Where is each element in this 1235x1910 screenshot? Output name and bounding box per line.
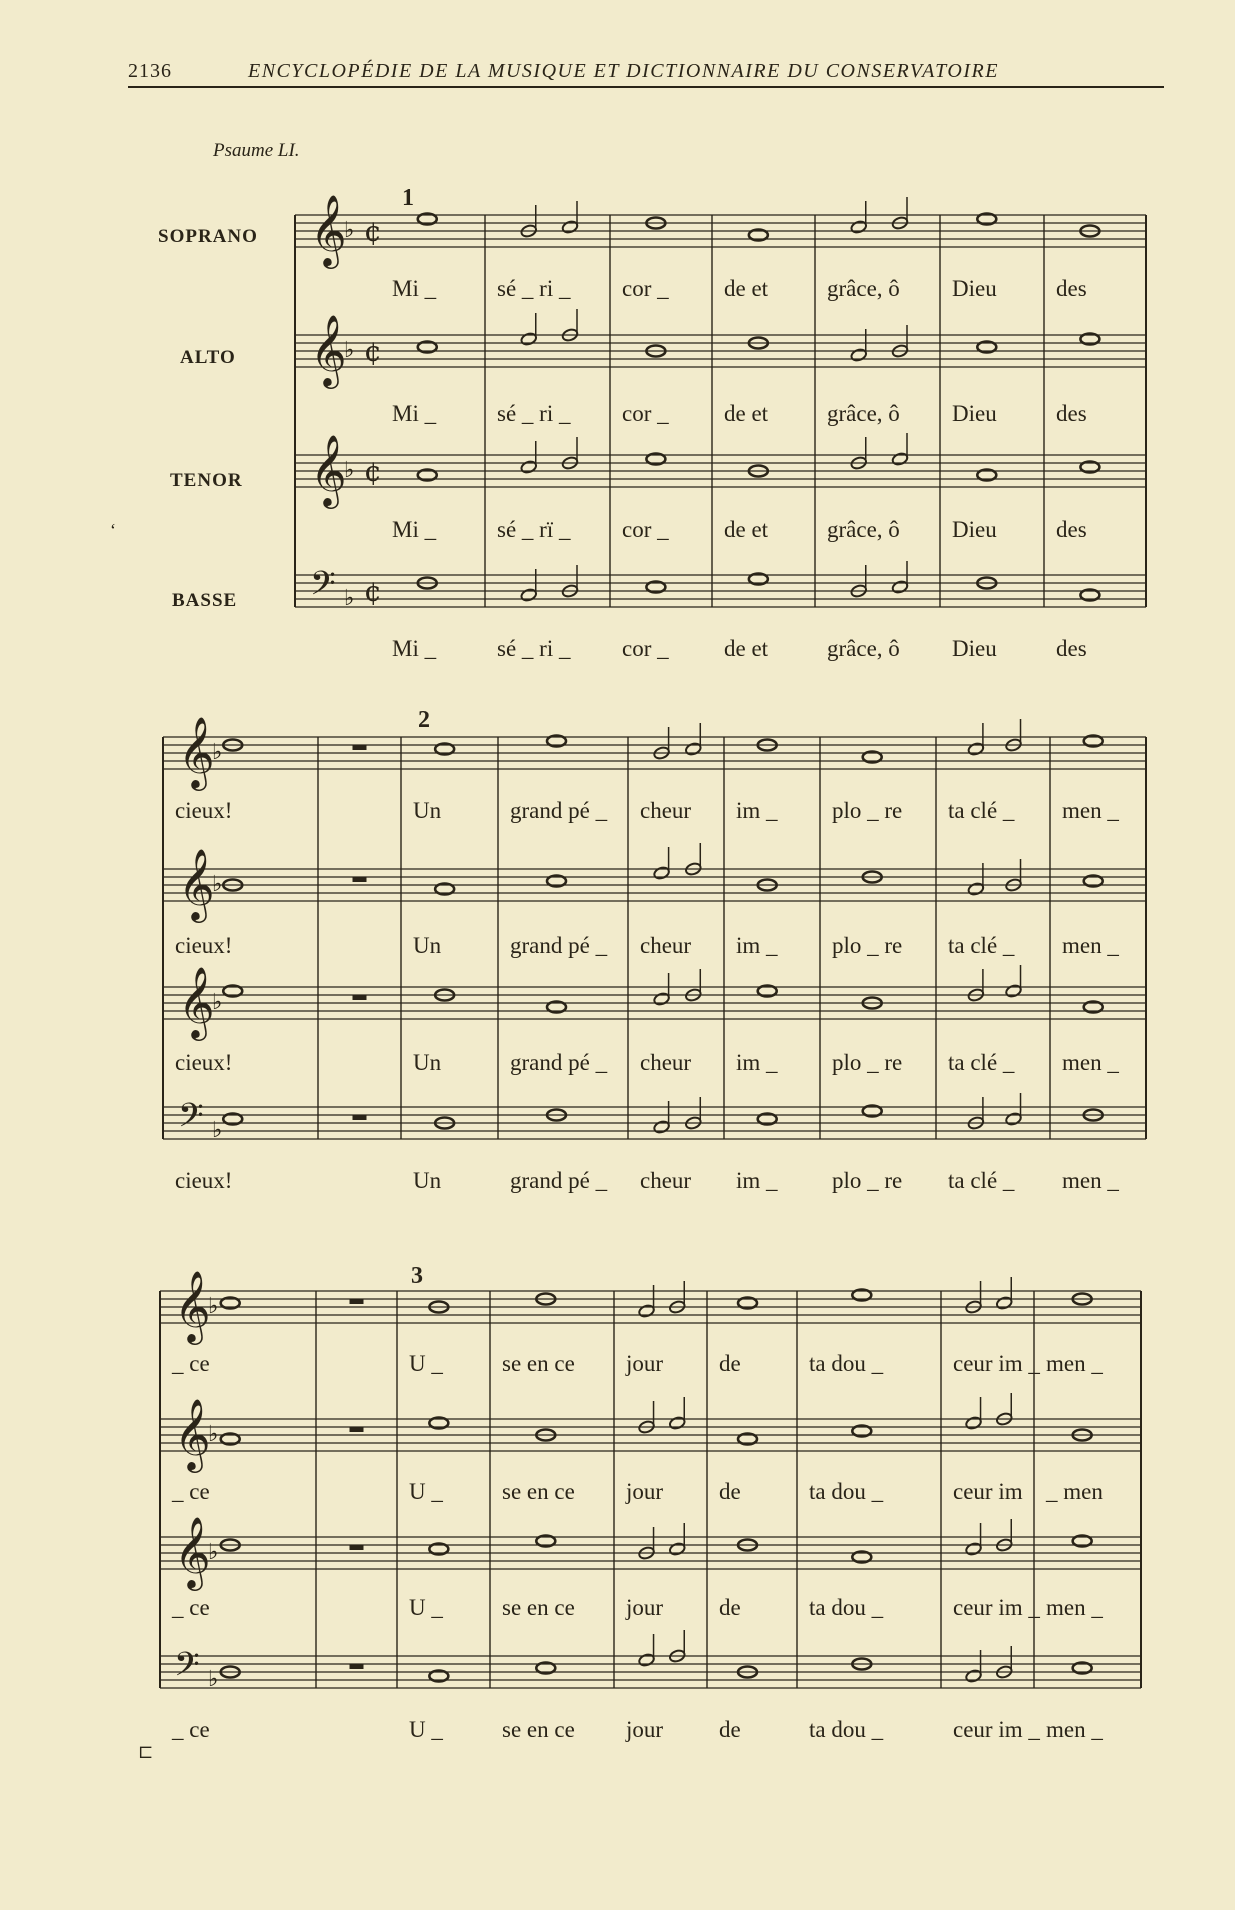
lyric-syllable: sé _ ri _ (497, 636, 571, 661)
lyric-syllable: ta clé _ (948, 1168, 1015, 1193)
flat-icon: ♭ (208, 1294, 219, 1319)
lyric-syllable: cheur (640, 798, 692, 823)
lyric-syllable: ta dou _ (809, 1351, 884, 1376)
lyric-syllable: sé _ ri _ (497, 276, 571, 301)
half-note (891, 580, 909, 595)
bass-clef-icon: 𝄢 (178, 1097, 204, 1143)
flat-icon: ♭ (344, 338, 355, 363)
treble-clef-icon: 𝄞 (310, 433, 347, 506)
lyric-syllable: de et (724, 401, 769, 426)
treble-clef-icon: 𝄞 (174, 1269, 211, 1342)
half-note (520, 588, 538, 603)
measure-number: 1 (402, 185, 414, 211)
lyric-syllable: Dieu (952, 517, 997, 542)
lyric-syllable: grand pé _ (510, 798, 608, 823)
lyric-syllable: men _ (1046, 1595, 1103, 1620)
margin-tick: ‘ (110, 520, 116, 540)
lyric-syllable: grand pé _ (510, 1168, 608, 1193)
lyric-syllable: men _ (1062, 798, 1119, 823)
half-note (967, 882, 985, 897)
lyric-syllable: Mi _ (392, 276, 437, 301)
half-note (668, 1416, 686, 1431)
lyric-syllable: cheur (640, 1168, 692, 1193)
lyric-syllable: sé _ ri _ (497, 401, 571, 426)
flat-icon: ♭ (212, 872, 223, 897)
lyric-syllable: des (1056, 276, 1087, 301)
treble-clef-icon: 𝄞 (178, 847, 215, 920)
lyric-syllable: Mi _ (392, 517, 437, 542)
page-number: 2136 (128, 60, 172, 82)
lyric-syllable: Dieu (952, 276, 997, 301)
lyric-syllable: grâce, ô (827, 636, 900, 661)
half-note (653, 992, 671, 1007)
flat-icon: ♭ (212, 1118, 223, 1143)
lyric-syllable: Dieu (952, 401, 997, 426)
measure-number: 2 (418, 707, 430, 733)
flat-icon: ♭ (344, 586, 355, 611)
lyric-syllable: de (719, 1479, 741, 1504)
lyric-syllable: Un (413, 933, 442, 958)
lyric-syllable: jour (626, 1717, 664, 1742)
lyric-syllable: cor _ (622, 636, 669, 661)
half-note (891, 452, 909, 467)
lyric-syllable: _ ce (172, 1717, 210, 1742)
lyric-syllable: de et (724, 276, 769, 301)
lyric-syllable: im _ (736, 798, 778, 823)
treble-clef-icon: 𝄞 (310, 193, 347, 266)
lyric-syllable: men _ (1062, 933, 1119, 958)
bass-clef-icon: 𝄢 (310, 565, 336, 611)
lyric-syllable: _ ce (172, 1595, 210, 1620)
cut-time-icon: ¢ (364, 575, 382, 608)
lyric-syllable: ta clé _ (948, 798, 1015, 823)
rest-icon (353, 995, 367, 1000)
lyric-syllable: de (719, 1595, 741, 1620)
lyric-syllable: im _ (736, 933, 778, 958)
lyric-syllable: jour (626, 1479, 664, 1504)
half-note (850, 220, 868, 235)
lyric-syllable: U _ (409, 1717, 443, 1742)
half-note (653, 1120, 671, 1135)
lyric-syllable: des (1056, 517, 1087, 542)
lyric-syllable: Mi _ (392, 636, 437, 661)
flat-icon: ♭ (208, 1667, 219, 1692)
voice-label-basse: BASSE (172, 590, 238, 611)
treble-clef-icon: 𝄞 (310, 313, 347, 386)
lyric-syllable: _ men (1046, 1479, 1103, 1504)
lyric-syllable: des (1056, 636, 1087, 661)
half-note (995, 1296, 1013, 1311)
lyric-syllable: cieux! (175, 933, 233, 958)
rest-icon (350, 1545, 364, 1550)
lyric-syllable: ceur im _ (953, 1595, 1040, 1620)
lyric-syllable: Dieu (952, 636, 997, 661)
cut-time-icon: ¢ (364, 335, 382, 368)
half-note (520, 332, 538, 347)
lyric-syllable: sé _ rï _ (497, 517, 571, 542)
lyric-syllable: grâce, ô (827, 401, 900, 426)
flat-icon: ♭ (212, 740, 223, 765)
lyric-syllable: ceur im _ (953, 1717, 1040, 1742)
voice-label-alto: ALTO (180, 347, 236, 368)
lyric-syllable: se en ce (502, 1717, 575, 1742)
lyric-syllable: men _ (1062, 1050, 1119, 1075)
lyric-syllable: de (719, 1351, 741, 1376)
cut-time-icon: ¢ (364, 215, 382, 248)
flat-icon: ♭ (208, 1422, 219, 1447)
half-note (638, 1304, 656, 1319)
lyric-syllable: plo _ re (832, 1050, 903, 1075)
lyric-syllable: cor _ (622, 276, 669, 301)
lyric-syllable: Un (413, 1050, 442, 1075)
lyric-syllable: cheur (640, 1050, 692, 1075)
lyric-syllable: ta clé _ (948, 933, 1015, 958)
voice-label-tenor: TENOR (170, 470, 243, 491)
half-note (965, 1669, 983, 1684)
lyric-syllable: im _ (736, 1168, 778, 1193)
half-note (1005, 984, 1023, 999)
running-title: ENCYCLOPÉDIE DE LA MUSIQUE ET DICTIONNAIRE DU CONSERVATOIRE (248, 60, 999, 82)
lyric-syllable: U _ (409, 1595, 443, 1620)
treble-clef-icon: 𝄞 (178, 965, 215, 1038)
rest-icon (350, 1427, 364, 1432)
lyric-syllable: plo _ re (832, 933, 903, 958)
lyric-syllable: ta dou _ (809, 1595, 884, 1620)
half-note (685, 742, 703, 757)
lyric-syllable: ceur im (953, 1479, 1023, 1504)
lyric-syllable: _ ce (172, 1351, 210, 1376)
lyric-syllable: plo _ re (832, 798, 903, 823)
rest-icon (353, 1115, 367, 1120)
lyric-syllable: cor _ (622, 517, 669, 542)
lyric-syllable: U _ (409, 1351, 443, 1376)
lyric-syllable: jour (626, 1595, 664, 1620)
lyric-syllable: se en ce (502, 1479, 575, 1504)
lyric-syllable: cheur (640, 933, 692, 958)
voice-label-soprano: SOPRANO (158, 226, 258, 247)
half-note (668, 1542, 686, 1557)
rest-icon (353, 745, 367, 750)
flat-icon: ♭ (344, 218, 355, 243)
lyric-syllable: _ ce (172, 1479, 210, 1504)
lyric-syllable: de et (724, 517, 769, 542)
cut-time-icon: ¢ (364, 455, 382, 488)
lyric-syllable: se en ce (502, 1595, 575, 1620)
lyric-syllable: des (1056, 401, 1087, 426)
lyric-syllable: cieux! (175, 1168, 233, 1193)
half-note (638, 1653, 656, 1668)
rest-icon (350, 1299, 364, 1304)
margin-mark: ⊏ (138, 1742, 154, 1762)
measure-number: 3 (411, 1263, 423, 1289)
half-note (653, 866, 671, 881)
lyric-syllable: de et (724, 636, 769, 661)
half-note (965, 1542, 983, 1557)
lyric-syllable: ta dou _ (809, 1479, 884, 1504)
lyric-syllable: cor _ (622, 401, 669, 426)
half-note (1005, 1112, 1023, 1127)
treble-clef-icon: 𝄞 (174, 1397, 211, 1470)
half-note (520, 460, 538, 475)
lyric-syllable: de (719, 1717, 741, 1742)
psalm-title: Psaume LI. (213, 140, 300, 161)
half-note (561, 220, 579, 235)
lyric-syllable: Un (413, 1168, 442, 1193)
treble-clef-icon: 𝄞 (174, 1515, 211, 1588)
lyric-syllable: cieux! (175, 798, 233, 823)
lyric-syllable: Un (413, 798, 442, 823)
flat-icon: ♭ (344, 458, 355, 483)
lyric-syllable: men _ (1062, 1168, 1119, 1193)
lyric-syllable: U _ (409, 1479, 443, 1504)
lyric-syllable: cieux! (175, 1050, 233, 1075)
lyric-syllable: men _ (1046, 1717, 1103, 1742)
lyric-syllable: grand pé _ (510, 1050, 608, 1075)
lyric-syllable: grâce, ô (827, 517, 900, 542)
lyric-syllable: grand pé _ (510, 933, 608, 958)
half-note (850, 348, 868, 363)
flat-icon: ♭ (208, 1540, 219, 1565)
lyric-syllable: im _ (736, 1050, 778, 1075)
lyric-syllable: jour (626, 1351, 664, 1376)
lyric-syllable: ceur im _ (953, 1351, 1040, 1376)
lyric-syllable: Mi _ (392, 401, 437, 426)
lyric-syllable: se en ce (502, 1351, 575, 1376)
lyric-syllable: grâce, ô (827, 276, 900, 301)
bass-clef-icon: 𝄢 (174, 1646, 200, 1692)
half-note (967, 742, 985, 757)
treble-clef-icon: 𝄞 (178, 715, 215, 788)
rest-icon (350, 1664, 364, 1669)
flat-icon: ♭ (212, 990, 223, 1015)
lyric-syllable: men _ (1046, 1351, 1103, 1376)
rest-icon (353, 877, 367, 882)
half-note (965, 1416, 983, 1431)
lyric-syllable: ta dou _ (809, 1717, 884, 1742)
lyric-syllable: ta clé _ (948, 1050, 1015, 1075)
lyric-syllable: plo _ re (832, 1168, 903, 1193)
